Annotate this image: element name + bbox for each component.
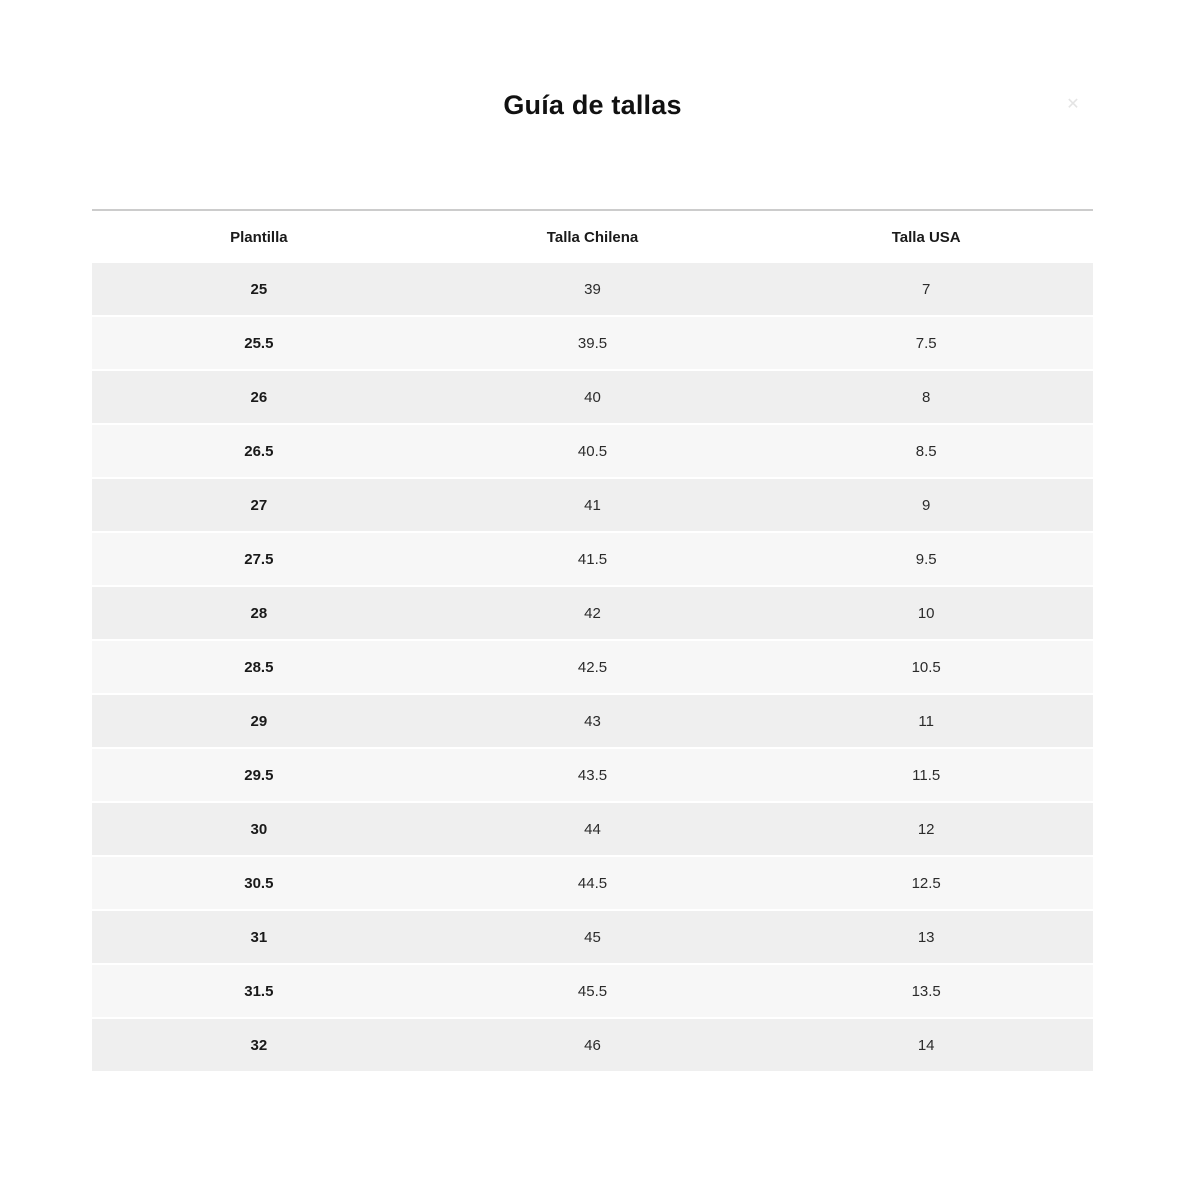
table-cell-talla-usa: 10 <box>917 604 935 622</box>
table-cell-talla-chilena: 45 <box>584 928 601 946</box>
table-cell-talla-chilena: 41 <box>584 496 601 514</box>
table-cell-talla-chilena: 40.5 <box>577 442 608 460</box>
table-cell-plantilla: 26 <box>250 388 268 406</box>
table-cell-talla-chilena: 44.5 <box>577 874 608 892</box>
table-cell-plantilla: 26.5 <box>244 442 274 460</box>
column-header-talla-usa: Talla USA <box>891 228 961 246</box>
table-cell-talla-chilena: 45.5 <box>577 982 608 1000</box>
table-row <box>92 479 1093 531</box>
table-cell-talla-usa: 9.5 <box>915 550 937 568</box>
table-cell-talla-chilena: 42.5 <box>577 658 608 676</box>
size-table-header-row <box>92 209 1093 263</box>
table-row <box>92 641 1093 693</box>
size-guide-table <box>92 209 1093 1073</box>
table-cell-talla-chilena: 40 <box>584 388 601 406</box>
table-cell-plantilla: 27 <box>250 496 268 514</box>
table-cell-talla-usa: 9 <box>922 496 931 514</box>
table-cell-plantilla: 30 <box>250 820 268 838</box>
size-table-body <box>92 263 1093 1071</box>
table-cell-talla-usa: 7 <box>922 280 931 298</box>
table-row <box>92 317 1093 369</box>
column-header-talla-chilena: Talla Chilena <box>546 228 639 246</box>
table-cell-plantilla: 25.5 <box>244 334 274 352</box>
table-cell-talla-chilena: 39 <box>584 280 601 298</box>
table-cell-talla-chilena: 43.5 <box>577 766 608 784</box>
table-cell-talla-usa: 8 <box>922 388 931 406</box>
table-row <box>92 749 1093 801</box>
table-cell-talla-usa: 12.5 <box>911 874 941 892</box>
table-cell-talla-usa: 13 <box>917 928 935 946</box>
table-row <box>92 371 1093 423</box>
table-row <box>92 803 1093 855</box>
table-cell-plantilla: 29.5 <box>244 766 274 784</box>
column-header-plantilla: Plantilla <box>230 228 288 246</box>
table-row <box>92 587 1093 639</box>
table-cell-plantilla: 27.5 <box>244 550 274 568</box>
table-cell-talla-usa: 11 <box>918 712 934 730</box>
table-row <box>92 1019 1093 1071</box>
table-row <box>92 425 1093 477</box>
table-cell-plantilla: 28 <box>250 604 268 622</box>
table-cell-talla-usa: 8.5 <box>915 442 937 460</box>
table-cell-talla-chilena: 43 <box>584 712 601 730</box>
table-row <box>92 695 1093 747</box>
table-cell-talla-usa: 13.5 <box>911 982 941 1000</box>
table-cell-talla-chilena: 46 <box>584 1036 601 1054</box>
table-cell-talla-chilena: 42 <box>584 604 601 622</box>
table-cell-talla-chilena: 39.5 <box>577 334 608 352</box>
table-cell-talla-usa: 7.5 <box>915 334 937 352</box>
table-cell-plantilla: 30.5 <box>244 874 274 892</box>
table-cell-plantilla: 28.5 <box>244 658 274 676</box>
table-row <box>92 911 1093 963</box>
table-row <box>92 533 1093 585</box>
close-icon[interactable]: ✕ <box>1066 96 1080 113</box>
table-cell-talla-usa: 10.5 <box>911 658 941 676</box>
table-cell-talla-usa: 14 <box>917 1036 935 1054</box>
table-cell-talla-chilena: 44 <box>584 820 601 838</box>
table-row <box>92 263 1093 315</box>
table-cell-plantilla: 29 <box>250 712 268 730</box>
table-cell-plantilla: 31 <box>250 928 268 946</box>
table-cell-talla-usa: 11.5 <box>912 766 941 784</box>
table-cell-talla-chilena: 41.5 <box>577 550 608 568</box>
table-row <box>92 857 1093 909</box>
table-cell-plantilla: 25 <box>250 280 268 298</box>
table-cell-plantilla: 31.5 <box>244 982 274 1000</box>
table-cell-talla-usa: 12 <box>917 820 935 838</box>
table-row <box>92 965 1093 1017</box>
table-cell-plantilla: 32 <box>250 1036 268 1054</box>
page-title: Guía de tallas <box>503 90 682 120</box>
